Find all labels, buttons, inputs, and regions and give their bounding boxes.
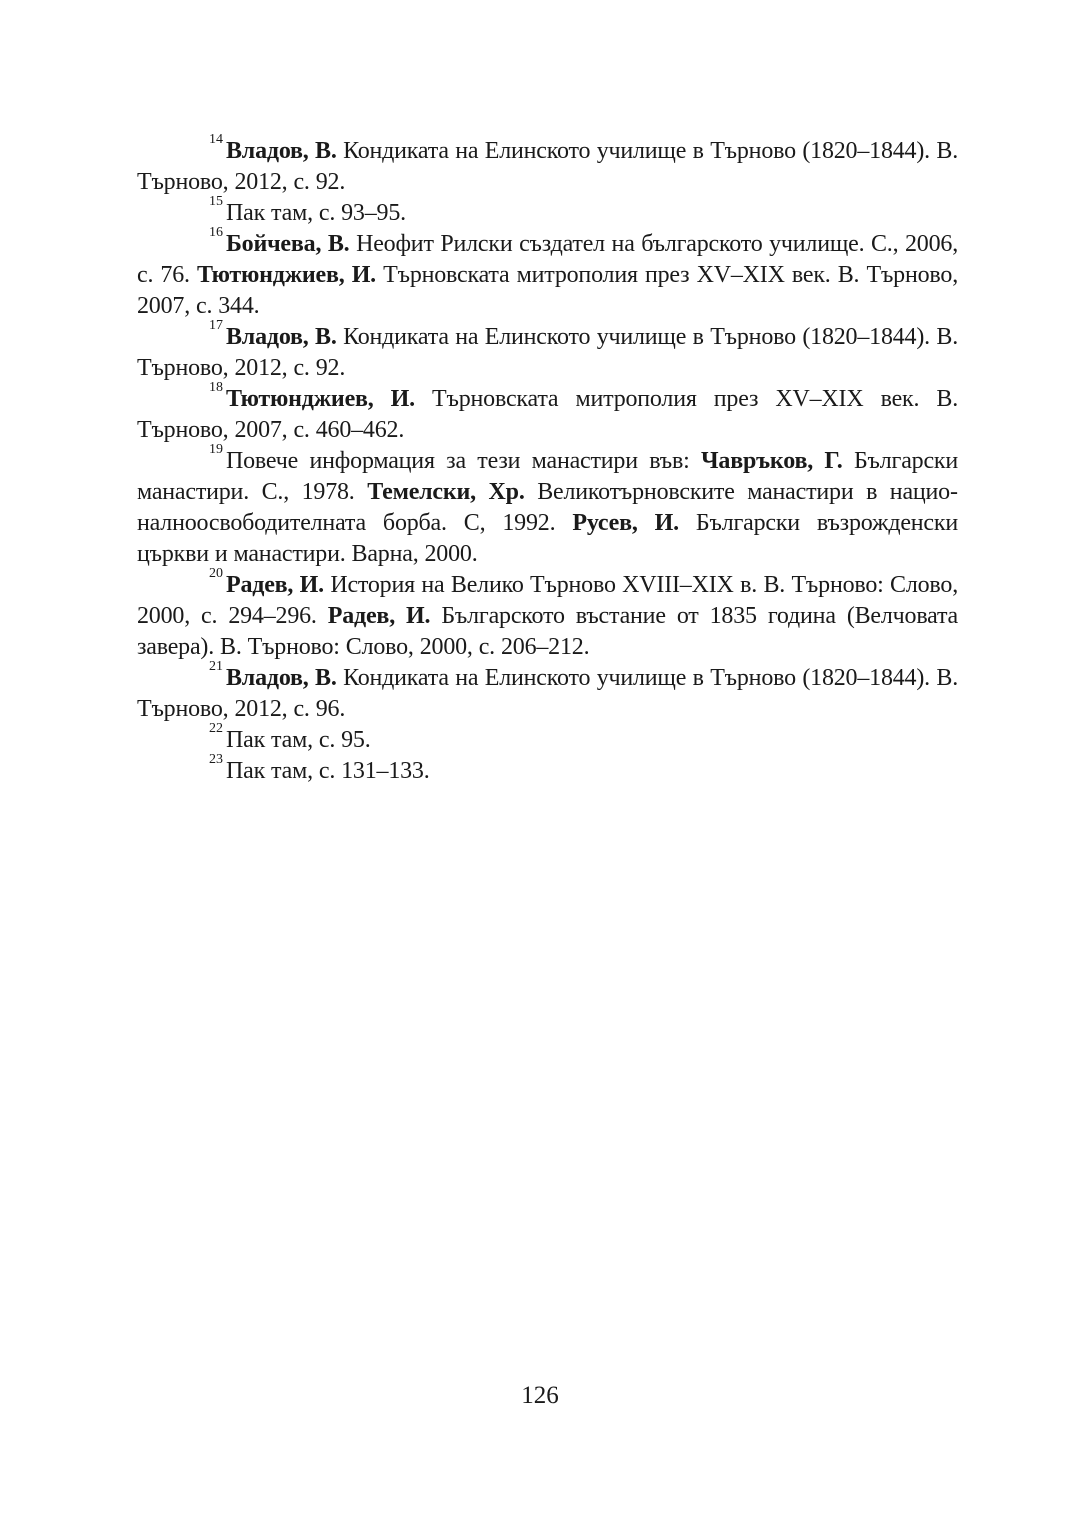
footnote-text: Кондиката на Елинското училище в Търново (1820–1844). В. Търново, 2012, с. 96. bbox=[137, 665, 958, 722]
footnote-text: Българското въстание от 1835 година (Велчовата завера). В. Търново: Слово, 2000, с. 206–212. bbox=[137, 603, 958, 660]
footnote-author: Владов, В. bbox=[226, 665, 337, 691]
footnote-text: История на Велико Търново XVIII–XIX в. В. Търново: Слово, 2000, с. 294–296. bbox=[137, 572, 958, 629]
footnote-marker: 16 bbox=[209, 224, 223, 240]
footnote-marker: 19 bbox=[209, 441, 223, 457]
footnote-author: Русев, И. bbox=[572, 510, 679, 536]
footnote-text: Великотърновските манастири в националноосвободителната борба. С, 1992. bbox=[137, 479, 958, 536]
footnote-text: Кондиката на Елинското училище в Търново (1820–1844). В. Търново, 2012, с. 92. bbox=[137, 138, 958, 195]
footnote-marker: 21 bbox=[209, 658, 223, 674]
footnote-author: Владов, В. bbox=[226, 324, 337, 350]
footnote-text: Български възрожденски църкви и манастири. Варна, 2000. bbox=[137, 510, 958, 567]
footnote-author: Бойчева, В. bbox=[226, 231, 350, 257]
footnote-author: Темелски, Хр. bbox=[367, 479, 525, 505]
footnote-text: Български манастири. С., 1978. bbox=[137, 448, 958, 505]
footnote-text: Търновската митрополия през XV–XIX век. В. Търново, 2007, с. 344. bbox=[137, 262, 958, 319]
page-number: 126 bbox=[521, 1382, 559, 1409]
footnote-19 bbox=[137, 441, 958, 570]
footnote-marker: 15 bbox=[209, 193, 223, 209]
footnote-author: Радев, И. bbox=[327, 603, 431, 629]
footnote-text: Пак там, с. 95. bbox=[226, 727, 371, 753]
footnote-marker: 18 bbox=[209, 379, 223, 395]
footnote-20 bbox=[137, 565, 958, 663]
footnote-16 bbox=[137, 224, 958, 322]
footnote-author: Тютюнджиев, И. bbox=[196, 262, 376, 288]
footnote-text: Пак там, с. 93–95. bbox=[226, 200, 406, 226]
footnote-marker: 14 bbox=[209, 131, 223, 147]
footnote-text: Кондиката на Елинското училище в Търново (1820–1844). В. Търново, 2012, с. 92. bbox=[137, 324, 958, 381]
footnote-text: Неофит Рилски създател на българското училище. С., 2006, с. 76. bbox=[137, 231, 958, 288]
footnote-author: Чавръков, Г. bbox=[701, 448, 843, 474]
footnote-text: Повече информация за тези манастири във: bbox=[226, 448, 702, 474]
footnote-18 bbox=[137, 379, 958, 446]
footnote-text: Търновската митрополия през XV–XIX век. В. Търново, 2007, с. 460–462. bbox=[137, 386, 958, 443]
footnote-marker: 20 bbox=[209, 565, 223, 581]
footnote-marker: 22 bbox=[209, 720, 223, 736]
footnote-author: Владов, В. bbox=[226, 138, 337, 164]
footnote-23 bbox=[137, 751, 958, 787]
footnote-15 bbox=[137, 193, 958, 229]
footnote-marker: 17 bbox=[209, 317, 223, 333]
footnote-17 bbox=[137, 317, 958, 384]
footnotes-section bbox=[137, 131, 958, 787]
footnote-author: Тютюнджиев, И. bbox=[226, 386, 415, 412]
footnote-14 bbox=[137, 131, 958, 198]
footnote-marker: 23 bbox=[209, 751, 223, 767]
footnote-22 bbox=[137, 720, 958, 756]
footnote-author: Радев, И. bbox=[226, 572, 324, 598]
footnote-21 bbox=[137, 658, 958, 725]
footnote-text: Пак там, с. 131–133. bbox=[226, 758, 430, 784]
